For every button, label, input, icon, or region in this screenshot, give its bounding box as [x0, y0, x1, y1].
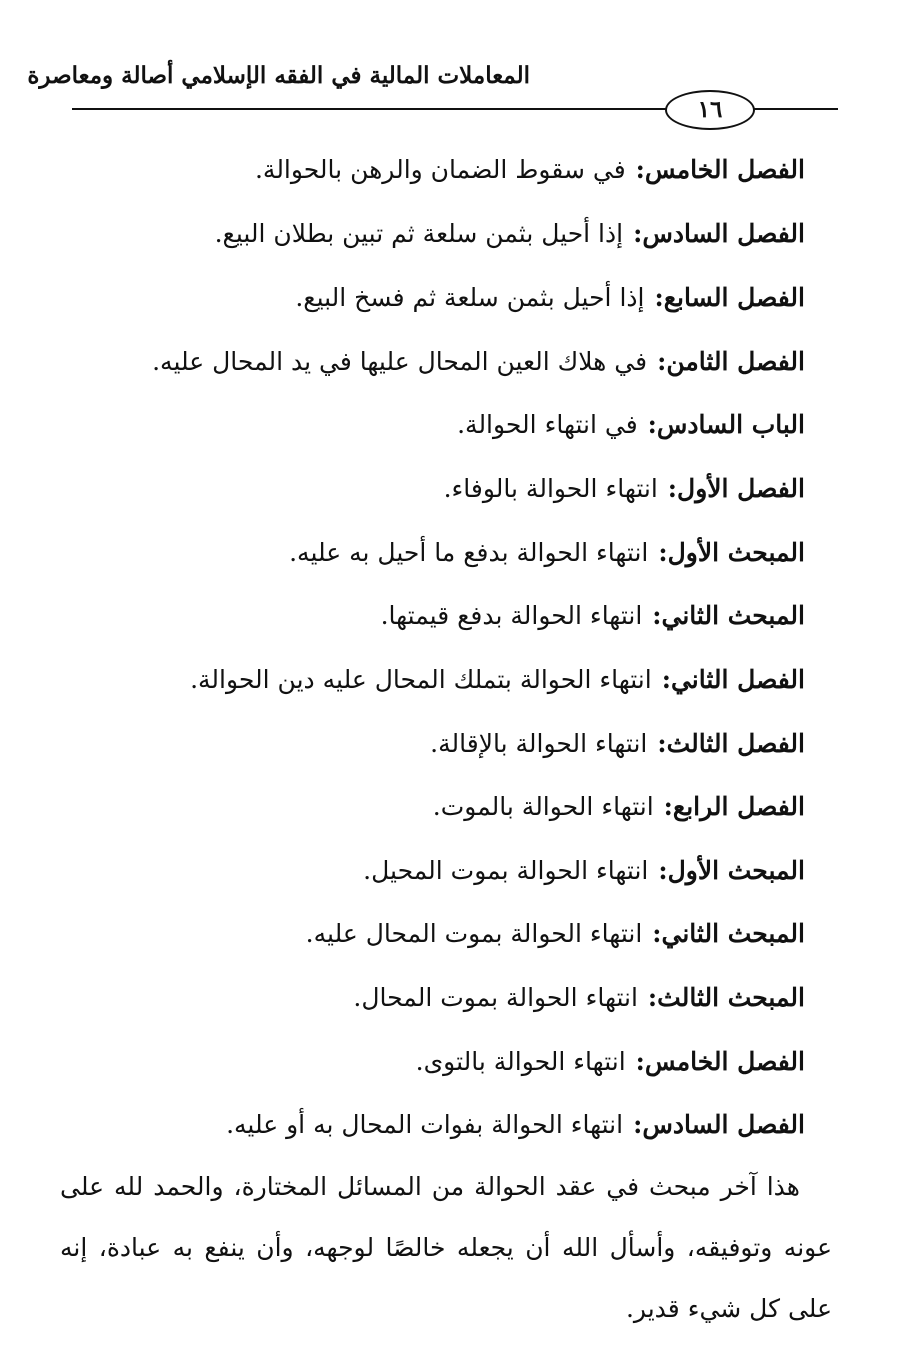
toc-entry: المبحث الأول:انتهاء الحوالة بموت المحيل. — [363, 856, 805, 885]
toc-entry-text: انتهاء الحوالة بالتوى. — [415, 1047, 626, 1076]
toc-entry-label: المبحث الأول — [667, 856, 805, 885]
toc-entry-label: المبحث الثاني — [661, 601, 805, 630]
page-number: ١٦ — [665, 90, 755, 130]
toc-entry-label: الفصل الأول — [677, 474, 805, 503]
toc-entry: الباب السادس:في انتهاء الحوالة. — [457, 410, 805, 439]
toc-entry-label: الباب السادس — [656, 410, 805, 439]
toc-entry-text: انتهاء الحوالة بدفع قيمتها. — [380, 601, 643, 630]
toc-entry: الفصل الثامن:في هلاك العين المحال عليها في يد المحال عليه. — [152, 347, 805, 376]
toc-entry-label: الفصل السادس — [642, 219, 805, 248]
toc-entry-text: انتهاء الحوالة بالوفاء. — [443, 474, 658, 503]
toc-entry-text: إذا أحيل بثمن سلعة ثم تبين بطلان البيع. — [214, 219, 624, 248]
toc-entry-label: الفصل الخامس — [644, 1047, 805, 1076]
toc-entry: الفصل الرابع:انتهاء الحوالة بالموت. — [432, 792, 805, 821]
toc-entry-text: انتهاء الحوالة بدفع ما أحيل به عليه. — [289, 538, 649, 567]
toc-entry-label: الفصل السابع — [663, 283, 805, 312]
toc-entry-label: الفصل الثامن — [666, 347, 805, 376]
toc-entry-label: المبحث الثاني — [661, 919, 805, 948]
toc-entry-label: المبحث الأول — [667, 538, 805, 567]
book-title: المعاملات المالية في الفقه الإسلامي أصالة ومعاصرة — [27, 62, 530, 89]
toc-entry-text: انتهاء الحوالة بتملك المحال عليه دين الحوالة. — [190, 665, 652, 694]
toc-entry: المبحث الأول:انتهاء الحوالة بدفع ما أحيل به عليه. — [289, 538, 805, 567]
toc-entry: الفصل الثاني:انتهاء الحوالة بتملك المحال عليه دين الحوالة. — [190, 665, 805, 694]
toc-entry: المبحث الثاني:انتهاء الحوالة بدفع قيمتها. — [380, 601, 805, 630]
toc-entry-label: الفصل الثالث — [666, 729, 805, 758]
toc-entry-text: في سقوط الضمان والرهن بالحوالة. — [254, 155, 626, 184]
toc-entry: الفصل الخامس:في سقوط الضمان والرهن بالحوالة. — [254, 155, 805, 184]
toc-entry: الفصل الخامس:انتهاء الحوالة بالتوى. — [415, 1047, 805, 1076]
toc-entry: الفصل السابع:إذا أحيل بثمن سلعة ثم فسخ البيع. — [295, 283, 805, 312]
toc-entry-text: في انتهاء الحوالة. — [457, 410, 638, 439]
toc-entry: المبحث الثاني:انتهاء الحوالة بموت المحال عليه. — [305, 919, 805, 948]
toc-entry: الفصل الثالث:انتهاء الحوالة بالإقالة. — [430, 729, 805, 758]
toc-entry: الفصل السادس:انتهاء الحوالة بفوات المحال به أو عليه. — [226, 1110, 805, 1139]
toc-entry-text: انتهاء الحوالة بفوات المحال به أو عليه. — [226, 1110, 624, 1139]
toc-entry-text: انتهاء الحوالة بموت المحال عليه. — [305, 919, 643, 948]
toc-entry-label: الفصل الرابع — [672, 792, 805, 821]
toc-entry-text: انتهاء الحوالة بالموت. — [432, 792, 654, 821]
toc-entry-text: إذا أحيل بثمن سلعة ثم فسخ البيع. — [295, 283, 645, 312]
toc-entry-label: الفصل السادس — [642, 1110, 805, 1139]
toc-entry: المبحث الثالث:انتهاء الحوالة بموت المحال. — [353, 983, 805, 1012]
toc-entry-label: الفصل الثاني — [670, 665, 805, 694]
toc-entry-text: في هلاك العين المحال عليها في يد المحال عليه. — [152, 347, 648, 376]
toc-entry-text: انتهاء الحوالة بموت المحيل. — [363, 856, 649, 885]
toc-entry-label: المبحث الثالث — [657, 983, 805, 1012]
toc-entry-label: الفصل الخامس — [644, 155, 805, 184]
toc-entry: الفصل السادس:إذا أحيل بثمن سلعة ثم تبين بطلان البيع. — [214, 219, 805, 248]
toc-entry: الفصل الأول:انتهاء الحوالة بالوفاء. — [443, 474, 805, 503]
toc-entry-text: انتهاء الحوالة بموت المحال. — [353, 983, 638, 1012]
closing-paragraph: هذا آخر مبحث في عقد الحوالة من المسائل المختارة، والحمد لله على عونه وتوفيقه، وأسأل الله أن يجعله خالصًا لوجهه، وأن ينفع به عبادة، إنه على كل شيء قدير. — [60, 1172, 832, 1323]
toc-entry-text: انتهاء الحوالة بالإقالة. — [430, 729, 648, 758]
